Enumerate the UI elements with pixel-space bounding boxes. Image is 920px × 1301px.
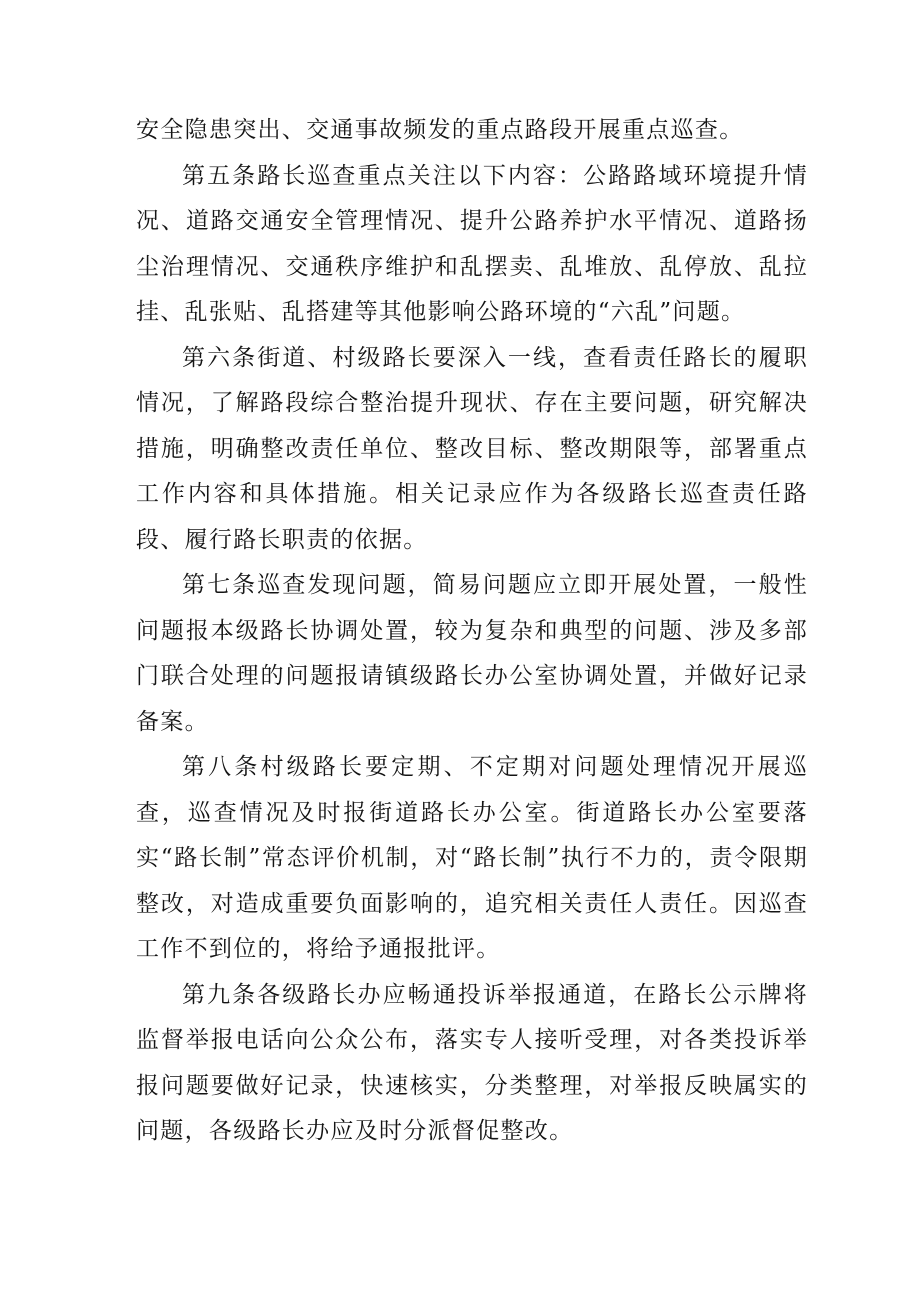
paragraph-article-8: 第八条村级路长要定期、不定期对问题处理情况开展巡查，巡查情况及时报街道路长办公室。街道路长办公室要落实“路长制”常态评价机制，对“路长制”执行不力的，责令限期整改，对造成重要负面影响的，追究相关责任人责任。因巡查工作不到位的，将给予通报批评。 <box>136 754 808 962</box>
paragraph-article-9: 第九条各级路长办应畅通投诉举报通道，在路长公示牌将监督举报电话向公众公布，落实专人接听受理，对各类投诉举报问题要做好记录，快速核实，分类整理，对举报反映属实的问题，各级路长办应及时分派督促整改。 <box>136 981 808 1144</box>
paragraph-continuation: 安全隐患突出、交通事故频发的重点路段开展重点巡查。 <box>136 117 744 143</box>
paragraph-article-6: 第六条街道、村级路长要深入一线，查看责任路长的履职情况，了解路段综合整治提升现状、存在主要问题，研究解决措施，明确整改责任单位、整改目标、整改期限等，部署重点工作内容和具体措施。相关记录应作为各级路长巡查责任路段、履行路长职责的依据。 <box>136 344 808 553</box>
paragraph-article-7: 第七条巡查发现问题，简易问题应立即开展处置，一般性问题报本级路长协调处置，较为复杂和典型的问题、涉及多部门联合处理的问题报请镇级路长办公室协调处置，并做好记录备案。 <box>136 572 808 735</box>
document-body <box>136 108 808 1155</box>
paragraph-article-5: 第五条路长巡查重点关注以下内容：公路路域环境提升情况、道路交通安全管理情况、提升公路养护水平情况、道路扬尘治理情况、交通秩序维护和乱摆卖、乱堆放、乱停放、乱拉挂、乱张贴、乱搭建等其他影响公路环境的“六乱”问题。 <box>136 162 808 325</box>
